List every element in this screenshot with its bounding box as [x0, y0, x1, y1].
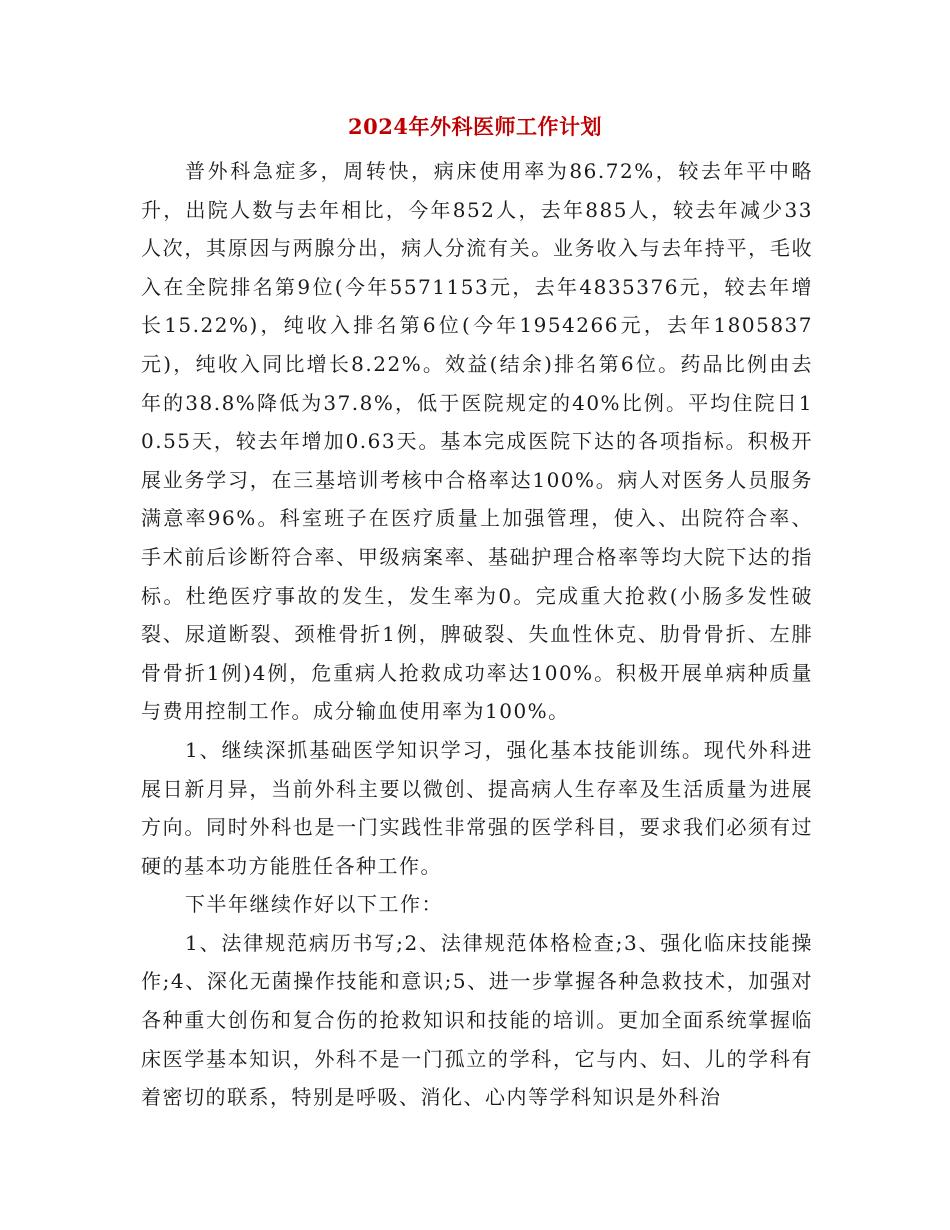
- paragraph-study-plan: 1、继续深抓基础医学知识学习，强化基本技能训练。现代外科进展日新月异，当前外科主要以微创、提高病人生存率及生活质量为进展方向。同时外科也是一门实践性非常强的医学科目，要求我们必须有过硬的基本功方能胜任各种工作。: [141, 737, 813, 878]
- document-title: 2024年外科医师工作计划: [348, 114, 602, 139]
- paragraph-second-half-intro: 下半年继续作好以下工作：: [185, 892, 443, 917]
- paragraph-summary: 普外科急症多，周转快，病床使用率为86.72%，较去年平中略升，出院人数与去年相比，今年852人，去年885人，较去年减少33人次，其原因与两腺分出，病人分流有关。业务收入与去年持平，毛收入在全院排名第9位(今年5571153元，去年4835376元，较去年增长15.22%)，纯收入排名第6位(今年1954266元，去年1805837元)，纯收入同比增长8.22%。效益(结余)排名第6位。药品比例由去年的38.8%降低为37.8%，低于医院规定的40%比例。平均住院日10.55天，较去年增加0.63天。基本完成医院下达的各项指标。积极开展业务学习，在三基培训考核中合格率达100%。病人对医务人员服务满意率96%。科室班子在医疗质量上加强管理，使入、出院符合率、手术前后诊断符合率、甲级病案率、基础护理合格率等均大院下达的指标。杜绝医疗事故的发生，发生率为0。完成重大抢救(小肠多发性破裂、尿道断裂、颈椎骨折1例，脾破裂、失血性休克、肋骨骨折、左腓骨骨折1例)4例，危重病人抢救成功率达100%。积极开展单病种质量与费用控制工作。成分输血使用率为100%。: [141, 159, 813, 724]
- document-body: [141, 152, 813, 1117]
- paragraph-work-items: 1、法律规范病历书写;2、法律规范体格检查;3、强化临床技能操作;4、深化无菌操作技能和意识;5、进一步掌握各种急救技术，加强对各种重大创伤和复合伤的抢救知识和技能的培训。更加全面系统掌握临床医学基本知识，外科不是一门孤立的学科，它与内、妇、儿的学科有着密切的联系，特别是呼吸、消化、心内等学科知识是外科治: [141, 930, 813, 1110]
